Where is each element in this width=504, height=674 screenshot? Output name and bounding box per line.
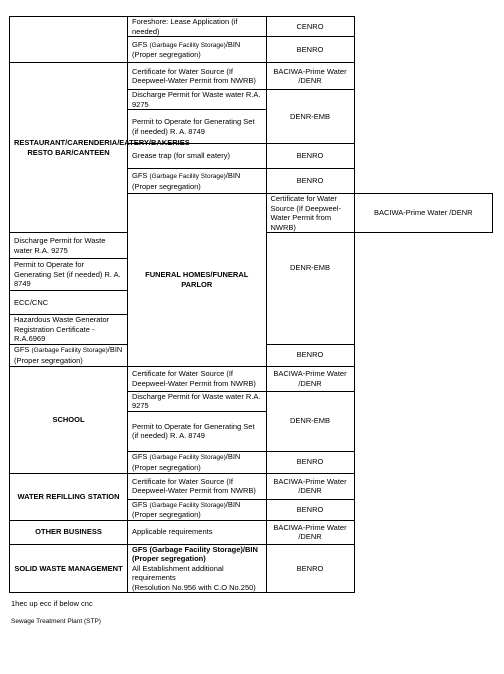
table-row <box>10 544 493 593</box>
establishment-funeral: FUNERAL HOMES/FUNERAL PARLOR <box>128 194 267 367</box>
table-row <box>10 473 493 499</box>
establishment-cell <box>10 17 128 63</box>
agency-cell: BACIWA-Prime Water /DENR <box>266 520 354 544</box>
agency-cell: BENRO <box>266 499 354 520</box>
table-row <box>10 17 493 37</box>
requirement-cell: Certificate for Water Source (If Deepweel-Water Permit from NWRB) <box>266 194 354 233</box>
requirement-cell: Certificate for Water Source (If Deepweel-Water Permit from NWRB) <box>128 366 267 391</box>
table-row <box>10 63 493 90</box>
requirement-cell: GFS (Garbage Facility Storage)/BIN (Proper segregation) <box>128 37 267 63</box>
agency-cell: BENRO <box>266 37 354 63</box>
agency-cell: CENRO <box>266 17 354 37</box>
requirement-cell: GFS (Garbage Facility Storage)/BIN (Proper segregation) <box>10 344 128 366</box>
requirement-cell: GFS (Garbage Facility Storage)/BIN (Proper segregation) <box>128 451 267 473</box>
agency-cell: BACIWA-Prime Water /DENR <box>266 366 354 391</box>
agency-cell: BENRO <box>266 544 354 593</box>
agency-cell: BENRO <box>266 451 354 473</box>
requirement-cell: GFS (Garbage Facility Storage)/BIN (Proper segregation) <box>128 169 267 194</box>
agency-cell: DENR-EMB <box>266 233 354 345</box>
establishment-restaurant: RESTAURANT/CARENDERIA/EATERY/BAKERIES RESTO BAR/CANTEEN <box>10 63 128 233</box>
requirement-cell: GFS (Garbage Facility Storage)/BIN (Proper segregation) <box>128 499 267 520</box>
requirement-cell: Grease trap (for small eatery) <box>128 144 267 169</box>
establishment-water-refilling: WATER REFILLING STATION <box>10 473 128 520</box>
requirement-cell: Permit to Operate for Generating Set (if needed) R. A. 8749 <box>10 259 128 291</box>
requirement-cell: Discharge Permit for Waste water R.A. 9275 <box>10 233 128 259</box>
requirement-cell: Applicable requirements <box>128 520 267 544</box>
agency-cell: BENRO <box>266 169 354 194</box>
requirement-cell: ECC/CNC <box>10 291 128 315</box>
requirement-cell: Certificate for Water Source (If Deepweel-Water Permit from NWRB) <box>128 63 267 90</box>
agency-cell: BACIWA-Prime Water /DENR <box>354 194 493 233</box>
requirement-cell: Permit to Operate for Generating Set (if needed) R. A. 8749 <box>128 411 267 451</box>
agency-cell: BACIWA-Prime Water /DENR <box>266 473 354 499</box>
requirement-cell: GFS (Garbage Facility Storage)/BIN (Proper segregation) All Establishment additional requirements (Resolution No.956 with C.O No.250) <box>128 544 267 593</box>
requirement-cell: Certificate for Water Source (If Deepweel-Water Permit from NWRB) <box>128 473 267 499</box>
table-row <box>10 520 493 544</box>
establishment-other-business: OTHER BUSINESS <box>10 520 128 544</box>
agency-cell: DENR-EMB <box>266 90 354 144</box>
agency-cell: BENRO <box>266 344 354 366</box>
note-ecc: 1hec up ecc if below cnc <box>11 599 93 608</box>
establishment-solid-waste: SOLID WASTE MANAGEMENT <box>10 544 128 593</box>
requirement-cell: Discharge Permit for Waste water R.A. 9275 <box>128 391 267 411</box>
requirements-table <box>9 16 493 593</box>
note-stp: Sewage Treatment Plant (STP) <box>11 618 101 625</box>
requirement-cell: Foreshore: Lease Application (if needed) <box>128 17 267 37</box>
agency-cell: DENR-EMB <box>266 391 354 451</box>
establishment-school: SCHOOL <box>10 366 128 473</box>
agency-cell: BACIWA-Prime Water /DENR <box>266 63 354 90</box>
table-row <box>10 366 493 391</box>
requirement-cell: Permit to Operate for Generating Set (if needed) R. A. 8749 <box>128 110 267 144</box>
requirement-cell: Discharge Permit for Waste water R.A. 9275 <box>128 90 267 110</box>
requirement-cell: Hazardous Waste Generator Registration Certificate -R.A.6969 <box>10 315 128 345</box>
agency-cell: BENRO <box>266 144 354 169</box>
